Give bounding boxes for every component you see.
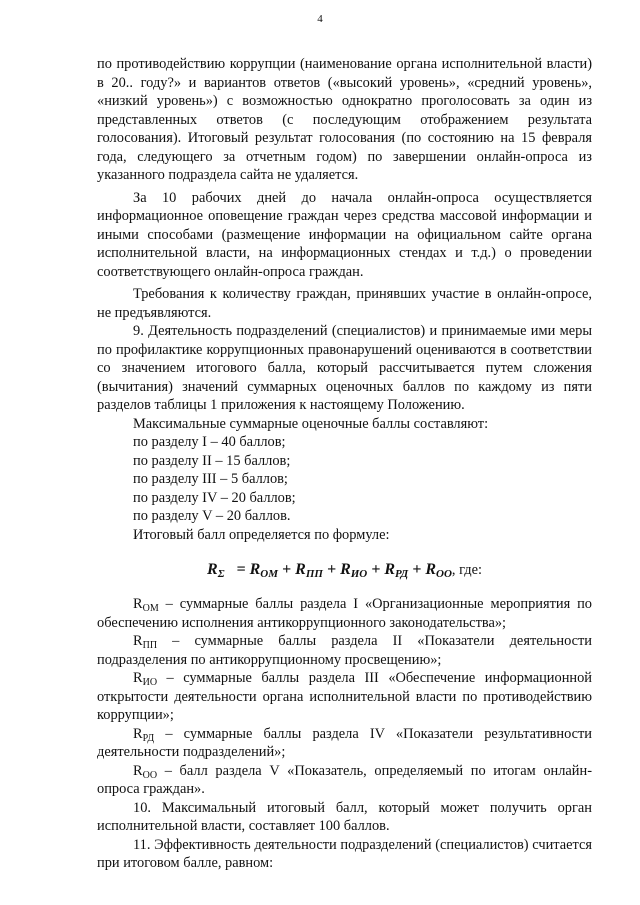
- definition-io: $R_{ИО}$ – суммарные баллы раздела III «Обеспечение информационной открытости деятельности органа исполнительной власти по противодействию коррупции»;: [97, 670, 592, 723]
- definition-pp: $R_{ПП}$ – суммарные баллы раздела II «Показатели деятельности подразделения по антикоррупционному просвещению»;: [97, 633, 592, 668]
- formula-term-pp: $R_{ПП}$: [295, 561, 323, 580]
- list-item-section-4: по разделу IV – 20 баллов;: [133, 489, 296, 506]
- definition-om: $R_{ОМ}$ – суммарные баллы раздела I «Организационные мероприятия по обеспечению исполнения антикоррупционного законодательства»;: [97, 596, 592, 631]
- paragraph-max-scores: Максимальные суммарные оценочные баллы составляют:: [133, 415, 489, 432]
- list-item-section-5: по разделу V – 20 баллов.: [133, 508, 291, 524]
- definition-rd: $R_{РД}$ – суммарные баллы раздела IV «Показатели результативности деятельности подразделений»;: [97, 725, 592, 760]
- list-item-section-1: по разделу I – 40 баллов;: [133, 434, 286, 450]
- formula-total: $R_\Sigma$: [207, 561, 225, 580]
- paragraph-requirements: Требования к количеству граждан, принявших участие в онлайн-опросе, не предъявляются.: [97, 286, 592, 321]
- page-number: 4: [317, 13, 323, 25]
- formula-term-oo: $R_{ОО}$: [425, 561, 452, 580]
- paragraph-item-9: 9. Деятельность подразделений (специалистов) и принимаемые ими меры по профилактике коррупционных правонарушений оцениваются в соответствии со значением итогового балла, который рассчитывается путем сложения (вычитания) значений суммарных оценочных баллов по каждому из пяти разделов таблицы 1 приложения к настоящему Положению.: [97, 323, 592, 413]
- paragraph-item-11: 11. Эффективность деятельности подразделений (специалистов) считается при итоговом балле, равном:: [97, 836, 592, 871]
- paragraph-survey-description: по противодействию коррупции (наименование органа исполнительной власти) в 20.. году?» и вариантов ответов («высокий уровень», «средний уровень», «низкий уровень») с возможностью однократно проголосовать за один из представленных ответов (с последующим отображением результата голосования). Итоговый результат голосования (по состоянию на 15 февраля года, следующего за отчетным годом) по завершении онлайн-опроса из указанного подраздела сайта не удаляется.: [97, 56, 592, 183]
- formula-term-rd: $R_{РД}$: [384, 561, 409, 580]
- document-body: [97, 55, 592, 873]
- list-item-section-3: по разделу III – 5 баллов;: [133, 471, 288, 487]
- list-item-section-2: по разделу II – 15 баллов;: [133, 452, 291, 469]
- definition-oo: $R_{ОО}$ – балл раздела V «Показатель, определяемый по итогам онлайн-опроса граждан».: [97, 762, 592, 797]
- formula-term-io: $R_{ИО}$: [340, 561, 368, 580]
- score-formula: $R_\Sigma$ = $R_{ОМ} + R_{ПП} + R_{ИО} + R_{РД} + R_{ОО}$, где:: [207, 561, 482, 580]
- paragraph-notification: За 10 рабочих дней до начала онлайн-опроса осуществляется информационное оповещение граждан через средства массовой информации и иными способами (размещение информации на официальном сайте органа исполнительной власти, на информационных стендах и т.д.) о проведении соответствующего онлайн-опроса граждан.: [97, 189, 592, 280]
- formula-where: , где:: [451, 562, 482, 578]
- paragraph-item-10: 10. Максимальный итоговый балл, который может получить орган исполнительной власти, составляет 100 баллов.: [97, 799, 592, 834]
- formula-term-om: $R_{ОМ}$: [249, 561, 279, 580]
- paragraph-formula-intro: Итоговый балл определяется по формуле:: [133, 526, 390, 543]
